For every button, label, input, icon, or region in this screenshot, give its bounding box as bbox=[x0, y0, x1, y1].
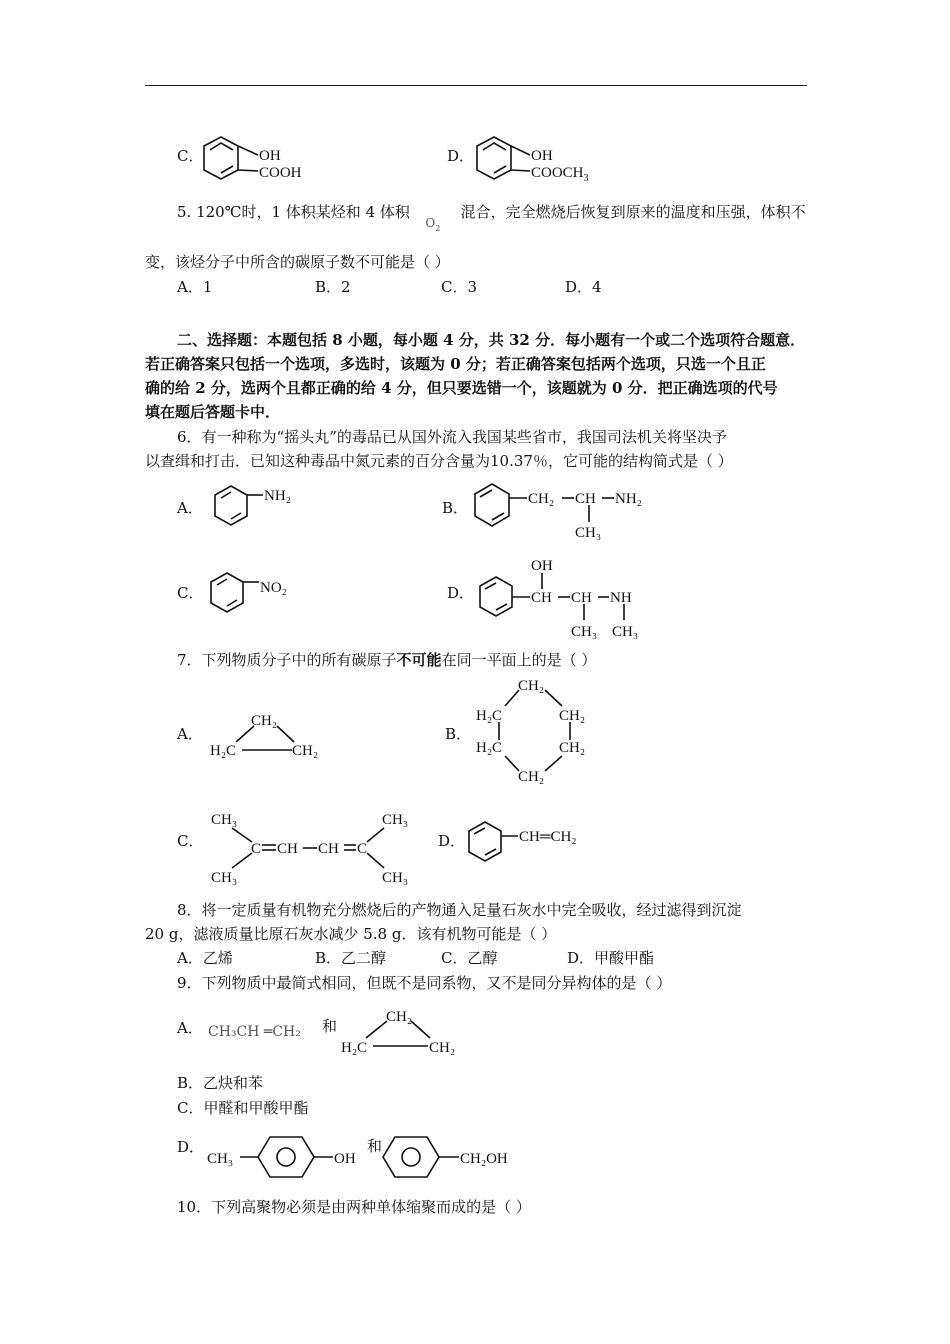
q6-option-b-label: B． bbox=[442, 499, 469, 517]
svg-text:CH: CH bbox=[277, 841, 298, 857]
svg-text:COOCH3: $COOCH_3$ bbox=[531, 165, 589, 184]
q9-stem: 9．下列物质中最简式相同，但既不是同系物，又不是同分异构体的是（ ） bbox=[177, 974, 672, 992]
svg-text:CH₂: CH₂ bbox=[251, 713, 278, 729]
svg-text:NH: NH bbox=[610, 590, 632, 606]
q9-option-a-and: 和 bbox=[322, 1017, 338, 1035]
q5-stem-line1: 5. 120℃时，1 体积某烃和 4 体积$_{O2}$ 混合，完全燃烧后恢复到原来的温度和压强，体积不 bbox=[177, 203, 806, 233]
q6-option-c-label: C． bbox=[177, 584, 204, 602]
q9-option-c: C．甲醛和甲酸甲酯 bbox=[177, 1099, 309, 1117]
svg-text:H₂C: H₂C bbox=[341, 1040, 368, 1056]
svg-text:CH₂: CH₂ bbox=[518, 678, 545, 694]
svg-text:CH₃: CH₃ bbox=[211, 812, 238, 828]
q8-stem-line1: 8．将一定质量有机物充分燃烧后的产物通入足量石灰水中完全吸收，经过滤得到沉淀 bbox=[177, 901, 742, 919]
q8-stem-line2: 20 g，滤液质量比原石灰水减少 5.8 g．该有机物可能是（ ） bbox=[145, 925, 557, 943]
q5-option-c: C．3 bbox=[441, 278, 478, 296]
svg-text:H₂C: H₂C bbox=[210, 743, 237, 759]
q9-option-d-label: D． bbox=[177, 1138, 205, 1156]
q5-option-b: B．2 bbox=[315, 278, 351, 296]
svg-text:CH₃: CH₃ bbox=[382, 812, 409, 828]
svg-text:C: C bbox=[251, 841, 262, 857]
q8-option-a: A．乙烯 bbox=[177, 949, 233, 967]
q4c-cooh: COOH bbox=[259, 165, 302, 181]
svg-text:CH₃: CH₃ bbox=[612, 624, 639, 640]
q8-option-b: B．乙二醇 bbox=[315, 949, 387, 967]
svg-text:CH₂: CH₂ bbox=[528, 491, 555, 507]
q8-option-c: C．乙醇 bbox=[441, 949, 498, 967]
q7-option-b-label: B． bbox=[445, 725, 472, 743]
section2-line2: 若正确答案只包括一个选项，多选时，该题为 0 分；若正确答案包括两个选项，只选一个且正 bbox=[145, 355, 766, 373]
svg-text:CH₂: CH₂ bbox=[292, 743, 319, 759]
svg-text:CH₂: CH₂ bbox=[518, 769, 545, 785]
svg-text:OH: OH bbox=[531, 148, 553, 164]
svg-text:CH₃: CH₃ bbox=[211, 870, 238, 886]
svg-text:NH₂: NH₂ bbox=[264, 488, 291, 504]
svg-text:CH: CH bbox=[571, 590, 592, 606]
q7-option-a-label: A． bbox=[177, 725, 203, 743]
svg-text:CH: CH bbox=[531, 590, 552, 606]
section2-line3: 确的给 2 分，选两个且都正确的给 4 分，但只要选错一个，该题就为 0 分．把正确选项的代号 bbox=[145, 379, 778, 397]
q5-stem-line2: 变，该烃分子中所含的碳原子数不可能是（ ） bbox=[145, 253, 450, 271]
svg-text:CH: CH bbox=[575, 491, 596, 507]
svg-text:CH═CH₂: CH═CH₂ bbox=[519, 829, 577, 845]
q6-option-a-label: A． bbox=[177, 499, 203, 517]
svg-text:C: C bbox=[357, 841, 368, 857]
q6-option-d-label: D． bbox=[447, 584, 475, 602]
q4-option-c-label: C． bbox=[177, 147, 204, 165]
svg-text:CH₂: CH₂ bbox=[429, 1040, 456, 1056]
svg-text:H₂C: H₂C bbox=[476, 740, 503, 756]
q5-option-a: A．1 bbox=[177, 278, 213, 296]
q9-option-a-label: A． bbox=[177, 1019, 203, 1037]
section2-line4: 填在题后答题卡中． bbox=[145, 403, 281, 421]
q4c-oh: OH bbox=[259, 148, 281, 164]
q9-option-b: B．乙炔和苯 bbox=[177, 1074, 264, 1092]
q8-option-d: D．甲酸甲酯 bbox=[567, 949, 655, 967]
q5-option-d: D．4 bbox=[565, 278, 602, 296]
svg-text:CH₃: CH₃ bbox=[575, 525, 602, 541]
svg-text:CH₂: CH₂ bbox=[386, 1009, 413, 1025]
svg-text:CH₂OH: CH₂OH bbox=[460, 1151, 508, 1167]
svg-text:CH₂: CH₂ bbox=[559, 740, 586, 756]
svg-text:CH₃: CH₃ bbox=[207, 1151, 234, 1167]
svg-text:CH: CH bbox=[318, 841, 339, 857]
q4-option-d-label: D． bbox=[447, 147, 475, 165]
svg-text:CH₃: CH₃ bbox=[382, 870, 409, 886]
svg-text:CH₃: CH₃ bbox=[571, 624, 598, 640]
svg-text:CH₂: CH₂ bbox=[559, 708, 586, 724]
q10-stem: 10．下列高聚物必须是由两种单体缩聚而成的是（ ） bbox=[177, 1198, 531, 1216]
q6-stem-line1: 6．有一种称为“摇头丸”的毒品已从国外流入我国某些省市，我国司法机关将坚决予 bbox=[177, 428, 727, 446]
section2-line1: 二、选择题：本题包括 8 小题，每小题 4 分，共 32 分．每小题有一个或二个选项符合题意． bbox=[177, 331, 806, 349]
q9-option-a-formula: CH₃CH ═CH₂ bbox=[208, 1024, 301, 1040]
svg-text:OH: OH bbox=[531, 558, 553, 574]
q9-option-d-and: 和 bbox=[367, 1137, 383, 1155]
svg-text:H₂C: H₂C bbox=[476, 708, 503, 724]
q7-option-d-label: D． bbox=[438, 832, 466, 850]
q7-stem: 7．下列物质分子中的所有碳原子不可能在同一平面上的是（ ） bbox=[177, 651, 597, 669]
q6-stem-line2: 以查缉和打击．已知这种毒品中氮元素的百分含量为10.37％，它可能的结构简式是（ ） bbox=[145, 452, 733, 470]
svg-text:OH: OH bbox=[334, 1151, 356, 1167]
svg-text:NO₂: NO₂ bbox=[260, 580, 287, 596]
q7-option-c-label: C． bbox=[177, 832, 204, 850]
svg-text:NH₂: NH₂ bbox=[615, 491, 642, 507]
